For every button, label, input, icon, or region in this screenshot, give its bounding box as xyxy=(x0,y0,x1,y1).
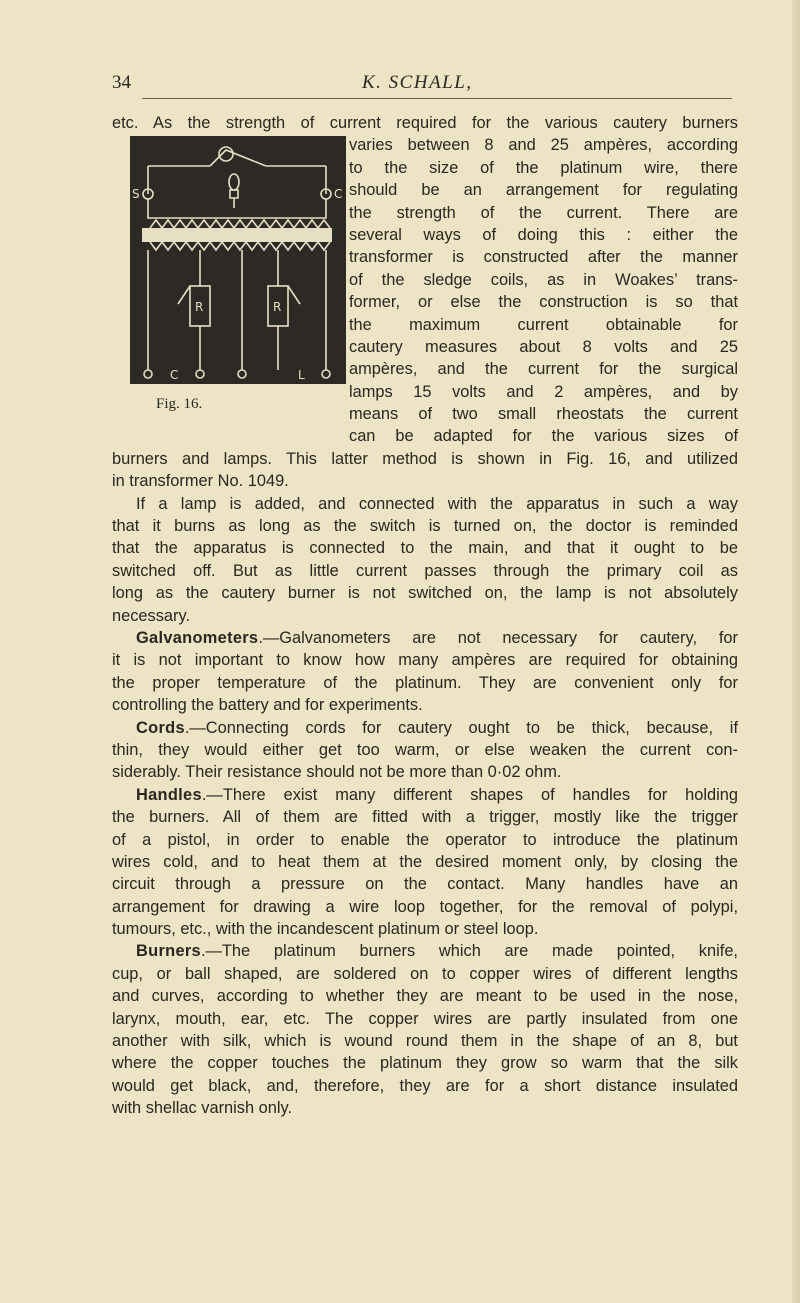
text-line: larynx, mouth, ear, etc. The copper wires are partly insulated from one xyxy=(112,1009,738,1028)
text-line: lamps 15 volts and 2 ampères, and by xyxy=(349,382,738,401)
text-line: in transformer No. 1049. xyxy=(112,472,289,491)
text-line: would get black, and, therefore, they are for a short distance insulated xyxy=(112,1076,738,1095)
scan-edge xyxy=(792,0,800,1303)
text-line: and curves, according to whether they are meant to be used in the nose, xyxy=(112,987,738,1006)
page-number: 34 xyxy=(112,72,131,93)
section-heading-galvanometers: Galvanometers xyxy=(136,628,259,647)
text-line: the strength of the current. There are xyxy=(349,203,738,222)
label-c: C xyxy=(334,187,343,201)
text-line: means of two small rheostats the current xyxy=(349,405,738,424)
text-line: another with silk, which is wound round them in the shape of an 8, but xyxy=(112,1032,738,1051)
text-line: cautery measures about 8 volts and 25 xyxy=(349,337,738,356)
text-line: can be adapted for the various sizes of xyxy=(349,427,738,446)
text-run: .—There exist many different shapes of handles for holding xyxy=(201,785,738,804)
label-r-left: R xyxy=(195,300,204,314)
text-line: If a lamp is added, and connected with the apparatus in such a way xyxy=(136,494,738,513)
text-line: former, or else the construction is so that xyxy=(349,293,738,312)
text-line: cup, or ball shaped, are soldered on to copper wires of different lengths xyxy=(112,964,738,983)
label-l-bottom: L xyxy=(298,368,305,382)
text-line: tumours, etc., with the incandescent platinum or steel loop. xyxy=(112,920,539,939)
text-line: ampères, and the current for the surgical xyxy=(349,360,738,379)
label-c-bottom: C xyxy=(170,368,179,382)
text-run: .—Galvanometers are not necessary for cautery, for xyxy=(258,628,738,647)
running-header xyxy=(112,72,732,102)
text-line: etc. As the strength of current required for the various cautery burners xyxy=(112,114,738,132)
text-line: burners and lamps. This latter method is shown in Fig. 16, and utilized xyxy=(112,449,738,468)
text-line: switched off. But as little current passes through the primary coil as xyxy=(112,561,738,580)
galvanometers-first-line xyxy=(112,627,738,649)
section-heading-burners: Burners xyxy=(136,942,201,961)
text-line: to the size of the platinum wire, there xyxy=(349,158,738,177)
text-line: necessary. xyxy=(112,606,191,625)
text-line: with shellac varnish only. xyxy=(112,1099,293,1118)
text-line: several ways of doing this : either the xyxy=(349,225,738,244)
text-line: should be an arrangement for regulating xyxy=(349,181,738,200)
burners-first-line xyxy=(112,940,738,962)
text-line: it is not important to know how many ampères are required for obtaining xyxy=(112,651,738,670)
figure-caption: Fig. 16. xyxy=(156,396,203,412)
text-line: wires cold, and to heat them at the desired moment only, by closing the xyxy=(112,852,738,871)
text-line: that the apparatus is connected to the main, and that it ought to be xyxy=(112,539,738,558)
section-heading-handles: Handles xyxy=(136,785,202,804)
text-line: the burners. All of them are fitted with a trigger, mostly like the trigger xyxy=(112,808,738,827)
text-line: thin, they would either get too warm, or else weaken the current con- xyxy=(112,740,738,759)
text-line: where the copper touches the platinum they grow so warm that the silk xyxy=(112,1054,738,1073)
text-run: .—The platinum burners which are made pointed, knife, xyxy=(200,942,738,961)
text-line: that it burns as long as the switch is turned on, the doctor is reminded xyxy=(112,517,738,536)
section-heading-cords: Cords xyxy=(136,718,185,737)
running-title: K. SCHALL, xyxy=(362,72,473,93)
body-text xyxy=(112,112,738,1120)
text-line: of the sledge coils, as in Woakes’ trans- xyxy=(349,270,738,289)
header-rule xyxy=(142,98,732,99)
label-s: S xyxy=(132,187,140,201)
text-line: circuit through a pressure on the contact. Many handles have an xyxy=(112,875,738,894)
label-r-right: R xyxy=(273,300,282,314)
text-line: controlling the battery and for experiments. xyxy=(112,696,423,715)
text-line: the proper temperature of the platinum. They are convenient only for xyxy=(112,673,738,692)
text-line: long as the cautery burner is not switched on, the lamp is not absolutely xyxy=(112,584,738,603)
text-line: arrangement for drawing a wire loop together, for the removal of polypi, xyxy=(112,897,738,916)
text-line: siderably. Their resistance should not be more than 0·02 ohm. xyxy=(112,763,562,782)
text-run: .—Connecting cords for cautery ought to be thick, because, if xyxy=(184,718,738,737)
text-line: varies between 8 and 25 ampères, according xyxy=(349,136,738,155)
text-line: the maximum current obtainable for xyxy=(349,315,738,334)
text-line: transformer is constructed after the manner xyxy=(349,248,738,267)
cords-first-line xyxy=(112,717,738,739)
handles-first-line xyxy=(112,784,738,806)
text-line: of a pistol, in order to enable the operator to introduce the platinum xyxy=(112,830,738,849)
